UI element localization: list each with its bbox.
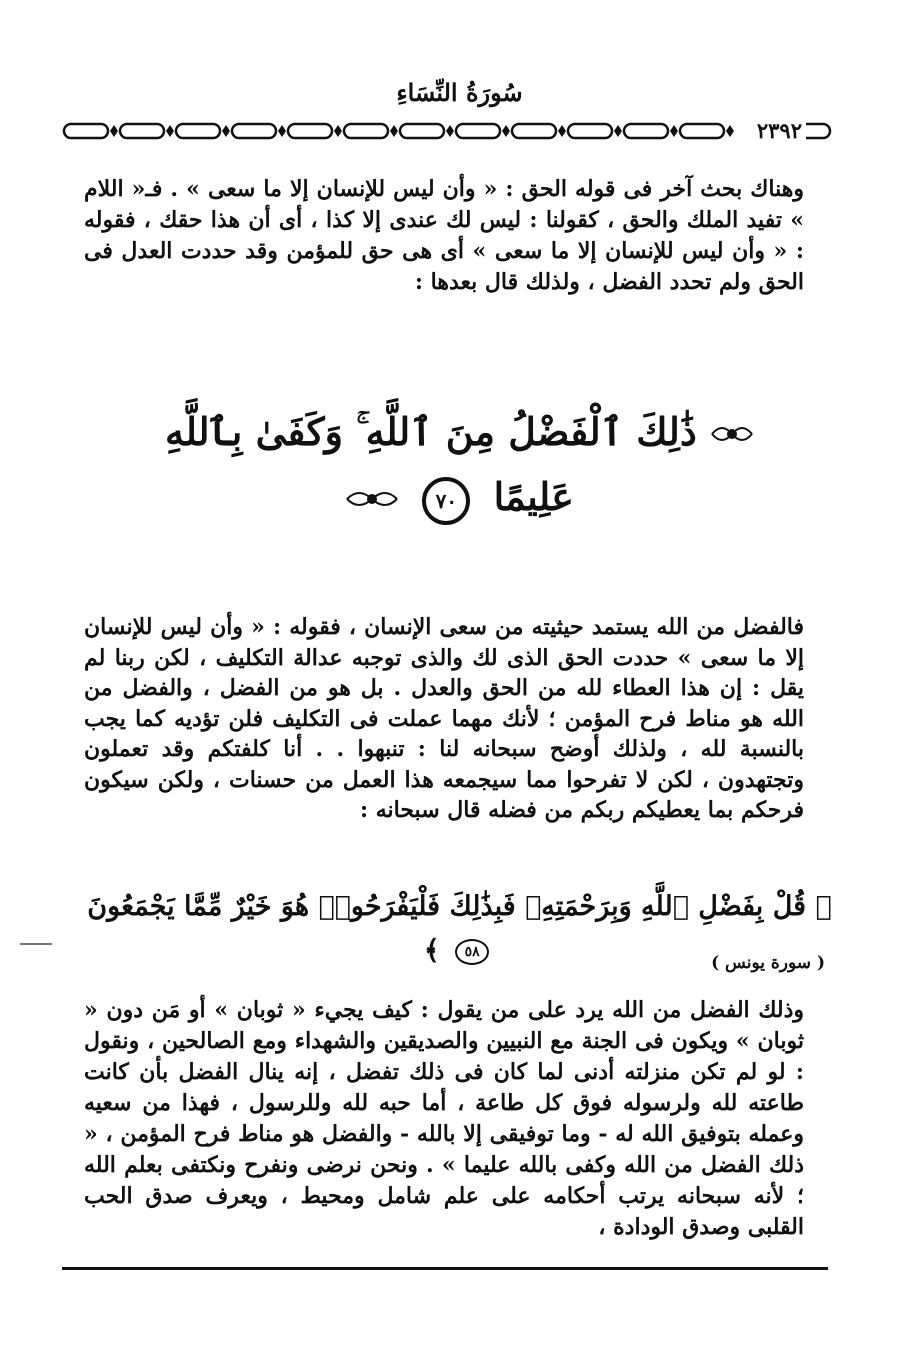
paragraph-intro: وهناك بحث آخر فى قوله الحق : « وأن ليس للإنسان إلا ما سعى » . فـ« اللام » تفيد الملك والحق ، كقولنا : ليس لك عندى إلا كذا ، أى أن هذا حقك ، فقوله : « وأن ليس للإنسان إلا ما سعى » أى هى حق للمؤمن وقد حددت العدل فى الحق ولم تحدد الفضل ، ولذلك قال بعدها :	[84, 176, 804, 295]
margin-mark	[20, 943, 52, 945]
ayah-number-badge: ٥٨	[455, 939, 489, 965]
page-number: ٢٣٩٢	[753, 118, 806, 144]
verse-line-2	[100, 470, 819, 528]
verse-line-1	[100, 405, 819, 463]
verse-text-line-2: عَلِيمًا	[493, 474, 574, 519]
chain-ornament	[62, 118, 832, 144]
paragraph-conclusion: وذلك الفضل من الله يرد على من يقول : كيف يجيء « ثوبان » أو مَن دون « ثوبان » ويكون فى الجنة مع النبيين والصديقين والشهداء ومع الصالحين ، ونقول : لو لم تكن منزلته أدنى لما كان فى ذلك تفضل ، إنه ينال الفضل بأن كانت طاعته لله ولرسوله فوق كل طاعة ، أما حبه لله وللرسول ، فهذا من سعيه وعمله بتوفيق الله له - وما توفيقى إلا بالله - والفضل هو مناط فرح المؤمن ، « ذلك الفضل من الله وكفى بالله عليما » . ونحن نرضى ونفرح ونكتفى بعلم الله ؛ لأنه سبحانه يرتب أحكامه على علم شامل ومحيط ، ويعرف صدق الحب القلبى وصدق الودادة ،	[84, 997, 804, 1240]
verse-number-badge: ٧٠	[422, 477, 470, 525]
footer-divider	[62, 1267, 828, 1270]
verse-text-line-1: ذَٰلِكَ ٱلْفَضْلُ مِنَ ٱللَّهِ ۚ وَكَفَىٰ بِٱللَّهِ	[165, 409, 697, 454]
quote-text: قُلْ بِفَضْلِ ٱللَّهِ وَبِرَحْمَتِهِۦ فَبِذَٰلِكَ فَلْيَفْرَحُوا۟ هُوَ خَيْرٌ مِّمَّا يَجْمَعُونَ	[87, 891, 807, 922]
quote-open-bracket: ﴿	[815, 891, 832, 922]
surah-title: سُورَةُ النِّسَاءِ	[396, 78, 523, 107]
verse-start-ornament-icon	[710, 409, 754, 463]
quote-close-bracket: ﴾	[423, 935, 440, 966]
verse-end-ornament-icon	[345, 474, 399, 528]
paragraph-explanation: فالفضل من الله يستمد حيثيته من سعى الإنسان ، فقوله : « وأن ليس للإنسان إلا ما سعى » حددت الحق الذى لك والذى توجبه عدالة التكليف ، لكن ربنا لم يقل : إن هذا العطاء لله من الحق والعدل . بل هو من الفضل ، والفضل من الله هو مناط فرح المؤمن ؛ لأنك مهما عملت فى التكليف فلن تؤديه كما يجب بالنسبة لله ، ولذلك أوضح سبحانه لنا : تنبهوا . . أنا كلفتكم وقد تعملون وتجتهدون ، لكن لا تفرحوا مما سيجمعه هذا العمل من حسنات ، ولكن سيكون فرحكم بما يعطيكم ربكم من فضله قال سبحانه :	[84, 614, 804, 823]
quote-source: ( سورة يونس )	[711, 953, 825, 973]
header-ornament-band	[62, 118, 832, 144]
